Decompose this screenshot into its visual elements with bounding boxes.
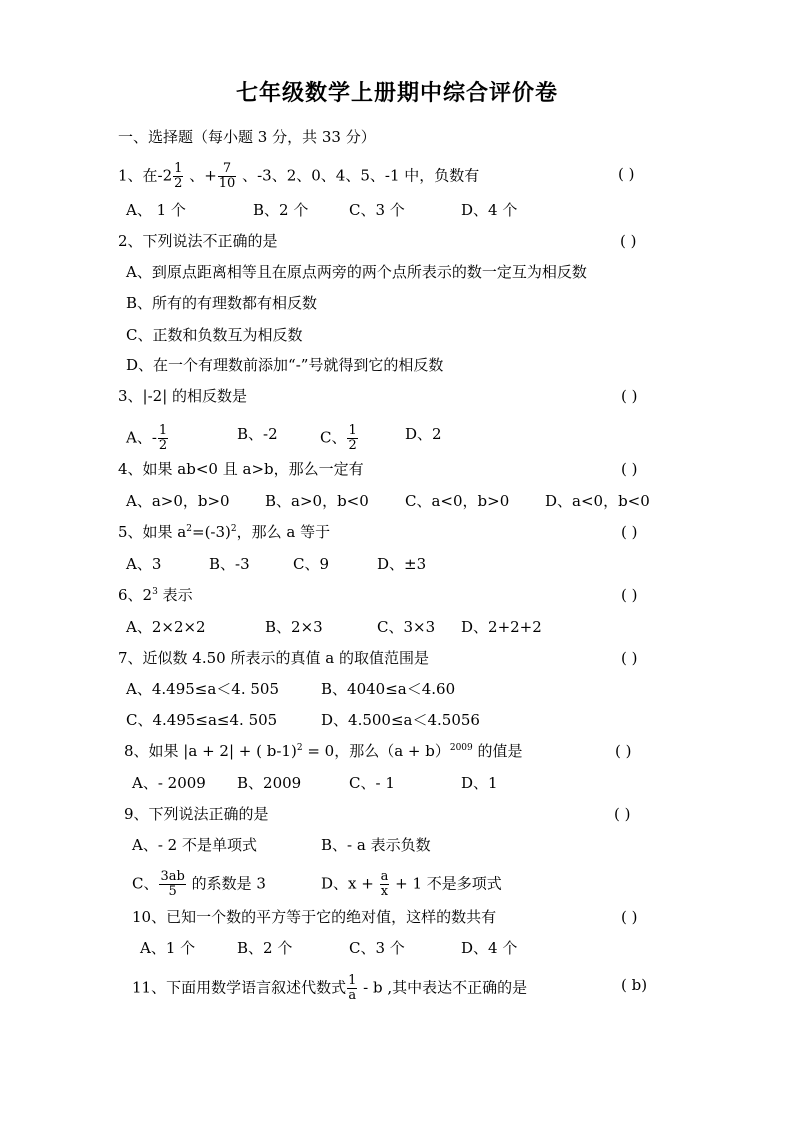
answer-bracket[interactable]: ( ) xyxy=(618,165,635,183)
option-b: B、-2 xyxy=(237,425,278,443)
question-6: 6、$2^3$ 表示 xyxy=(118,586,193,604)
option-a: A、- 2009 xyxy=(132,774,206,792)
option-b: B、所有的有理数都有相反数 xyxy=(126,294,318,312)
question-11: 11、下面用数学语言叙述代数式 $\frac{1}{a}$ - b ,其中表达不正确的是 xyxy=(132,973,528,1003)
option-c: C、正数和负数互为相反数 xyxy=(126,326,303,344)
option-b: B、a>0，b<0 xyxy=(265,492,369,510)
fraction: $\frac{1}{a}$ xyxy=(348,973,357,1003)
answer-bracket[interactable]: ( ) xyxy=(621,460,638,478)
option-a: A、 1 个 xyxy=(126,201,186,219)
option-c: C、a<0，b>0 xyxy=(405,492,510,510)
answer-bracket[interactable]: ( ) xyxy=(621,523,638,541)
option-b: B、2 个 xyxy=(237,939,293,957)
option-c: C、- 1 xyxy=(349,774,395,792)
question-8: 8、如果 |a + 2| + ( b-1)$^2$ = 0，那么$(a + b)^{2009}$ 的值是 xyxy=(124,742,523,760)
answer-bracket[interactable]: ( ) xyxy=(620,232,637,250)
question-9: 9、下列说法正确的是 xyxy=(124,805,269,823)
option-c: C、9 xyxy=(293,555,330,573)
option-a: A、4.495≤a＜4. 505 xyxy=(126,680,279,698)
fraction: $\frac{1}{2}$ xyxy=(174,161,183,191)
option-c: C、3 个 xyxy=(349,201,405,219)
option-d: D、4 个 xyxy=(461,201,518,219)
option-c: C、4.495≤a≤4. 505 xyxy=(126,711,278,729)
answer-bracket[interactable]: ( ) xyxy=(615,742,632,760)
option-d: D、a<0，b<0 xyxy=(545,492,650,510)
fraction: $\frac{1}{2}$ xyxy=(158,423,168,453)
option-a: A、3 xyxy=(126,555,162,573)
option-a: A、1 个 xyxy=(140,939,196,957)
question-7: 7、近似数 4.50 所表示的真值 a 的取值范围是 xyxy=(118,649,429,667)
section-heading: 一、选择题（每小题 3 分，共 33 分） xyxy=(118,128,376,146)
answer-bracket[interactable]: ( ) xyxy=(621,908,638,926)
answer-bracket[interactable]: ( ) xyxy=(621,387,638,405)
option-d: D、2+2+2 xyxy=(461,618,542,636)
option-b: B、-3 xyxy=(209,555,250,573)
option-b: B、2009 xyxy=(237,774,302,792)
option-d: D、4 个 xyxy=(461,939,518,957)
question-5: 5、如果 $a^2=(-3)^2$，那么 a 等于 xyxy=(118,523,331,541)
option-d: D、4.500≤a＜4.5056 xyxy=(321,711,480,729)
fraction: $\frac{7}{10}$ xyxy=(218,161,236,191)
question-2: 2、下列说法不正确的是 xyxy=(118,232,278,250)
fraction: $\frac{1}{2}$ xyxy=(348,423,357,453)
option-d: D、x + $\frac{a}{x}$ + 1 不是多项式 xyxy=(321,869,502,899)
option-a: A、到原点距离相等且在原点两旁的两个点所表示的数一定互为相反数 xyxy=(126,263,587,281)
option-b: B、4040≤a＜4.60 xyxy=(321,680,456,698)
answer-bracket[interactable]: ( ) xyxy=(614,805,631,823)
option-a: A、a>0，b>0 xyxy=(126,492,230,510)
question-10: 10、已知一个数的平方等于它的绝对值，这样的数共有 xyxy=(132,908,497,926)
option-d: D、在一个有理数前添加“-”号就得到它的相反数 xyxy=(126,356,444,374)
option-a: A、- 2 不是单项式 xyxy=(132,836,257,854)
page-title: 七年级数学上册期中综合评价卷 xyxy=(235,81,558,106)
option-a: A、2×2×2 xyxy=(126,618,206,636)
option-d: D、2 xyxy=(405,425,442,443)
answer-bracket[interactable]: ( ) xyxy=(621,586,638,604)
option-c: C、3 个 xyxy=(349,939,405,957)
question-3: 3、|-2| 的相反数是 xyxy=(118,387,248,405)
option-b: B、- a 表示负数 xyxy=(321,836,431,854)
option-c: C、 $\frac{1}{2}$ xyxy=(320,423,357,453)
option-b: B、2 个 xyxy=(253,201,309,219)
fraction: $\frac{a}{x}$ xyxy=(380,869,389,899)
question-1: 1、在-2 $\frac{1}{2}$ 、+ $\frac{7}{10}$ 、-3、2、0、4、5、-1 中，负数有 xyxy=(118,161,480,191)
answer-bracket[interactable]: ( b) xyxy=(621,976,648,994)
option-a: A、- $\frac{1}{2}$ xyxy=(126,423,168,453)
option-c: C、3×3 xyxy=(377,618,436,636)
option-d: D、±3 xyxy=(377,555,427,573)
fraction: $\frac{3ab}{5}$ xyxy=(160,869,185,899)
option-b: B、2×3 xyxy=(265,618,323,636)
question-4: 4、如果 ab<0 且 a>b，那么一定有 xyxy=(118,460,364,478)
option-d: D、1 xyxy=(461,774,498,792)
option-c: C、 $\frac{3ab}{5}$ 的系数是 3 xyxy=(132,869,266,899)
answer-bracket[interactable]: ( ) xyxy=(621,649,638,667)
